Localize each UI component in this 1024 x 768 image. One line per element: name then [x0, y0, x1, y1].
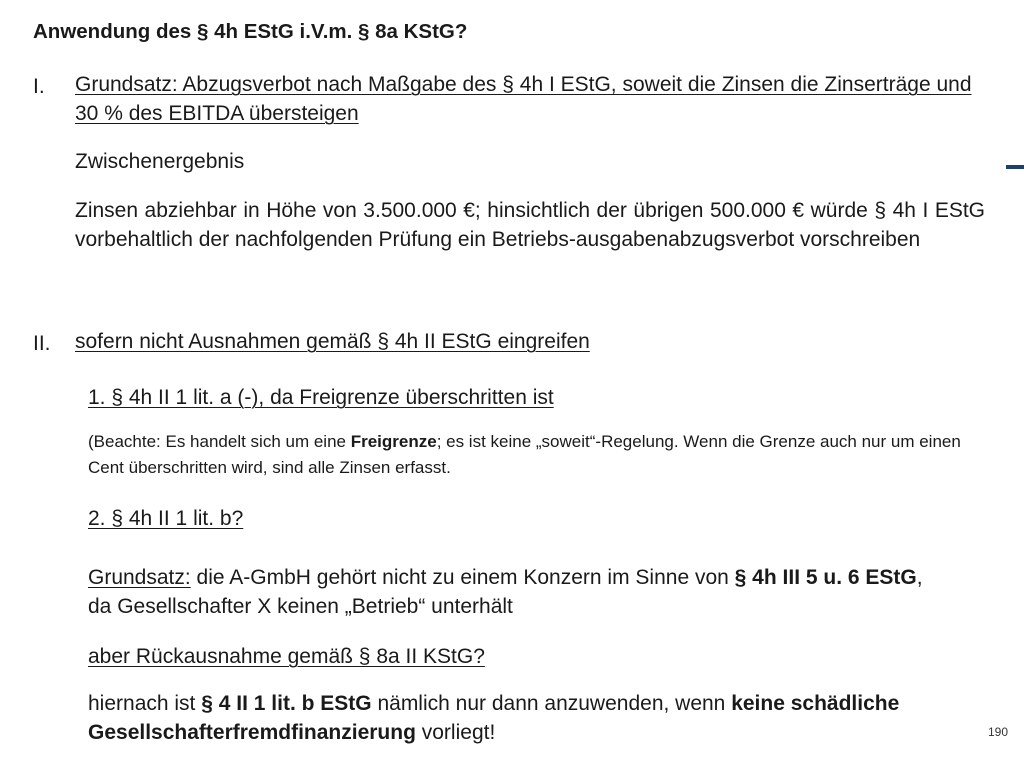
grundsatz-bold: § 4h III 5 u. 6 EStG — [734, 566, 917, 589]
accent-bar — [1006, 165, 1024, 169]
grundsatz-text-1: die A-GmbH gehört nicht zu einem Konzern im Sinne von — [190, 566, 735, 589]
section-1-heading-text: Grundsatz: Abzugsverbot nach Maßgabe des § 4h I EStG, soweit die Zinsen die Zinserträge und 30 % des EBITDA übersteigen — [75, 73, 972, 125]
section-2-numeral: II. — [33, 332, 51, 355]
interim-result-heading: Zwischenergebnis — [75, 150, 245, 173]
note-bold: Freigrenze — [350, 432, 437, 451]
conclusion-post: vorliegt! — [415, 721, 496, 744]
grundsatz-paragraph — [88, 563, 948, 621]
section-2-heading — [75, 327, 590, 356]
conclusion-bold-1: § 4 II 1 lit. b EStG — [201, 692, 372, 715]
item-2-text: 2. § 4h II 1 lit. b? — [88, 507, 244, 530]
interim-result-text: Zinsen abziehbar in Höhe von 3.500.000 €; hinsichtlich der übrigen 500.000 € würde § 4h I EStG vorbehaltlich der nachfolgenden Prüfung ein Betriebs-ausgabenabzugsverbot vorschreiben — [75, 199, 985, 251]
rueckausnahme — [88, 642, 485, 671]
page-number: 190 — [988, 725, 1009, 739]
item-2 — [88, 504, 243, 533]
note-post: ; es ist keine „soweit“-Regelung. Wenn die Grenze auch nur um einen Cent überschritten wird, sind alle Zinsen erfasst. — [88, 432, 961, 477]
page-title: Anwendung des § 4h EStG i.V.m. § 8a KStG? — [33, 20, 468, 43]
section-1-heading — [75, 70, 985, 128]
rueckausnahme-text: aber Rückausnahme gemäß § 8a II KStG? — [88, 645, 485, 668]
grundsatz-text-2: , da Gesellschafter X keinen „Betrieb“ unterhält — [88, 566, 923, 618]
grundsatz-label: Grundsatz: — [88, 566, 191, 589]
freigrenze-note — [88, 429, 968, 481]
section-1-numeral: I. — [33, 75, 45, 98]
conclusion-pre: hiernach ist — [88, 692, 202, 715]
item-1-text: 1. § 4h II 1 lit. a (-), da Freigrenze überschritten ist — [88, 386, 554, 409]
item-1 — [88, 383, 554, 412]
conclusion-mid: nämlich nur dann anzuwenden, wenn — [371, 692, 732, 715]
section-2-heading-text: sofern nicht Ausnahmen gemäß § 4h II EStG eingreifen — [75, 330, 590, 353]
conclusion-paragraph — [88, 689, 968, 747]
conclusion-bold-2: keine schädliche Gesellschafterfremdfinanzierung — [88, 692, 900, 744]
note-pre: (Beachte: Es handelt sich um eine — [88, 432, 351, 451]
